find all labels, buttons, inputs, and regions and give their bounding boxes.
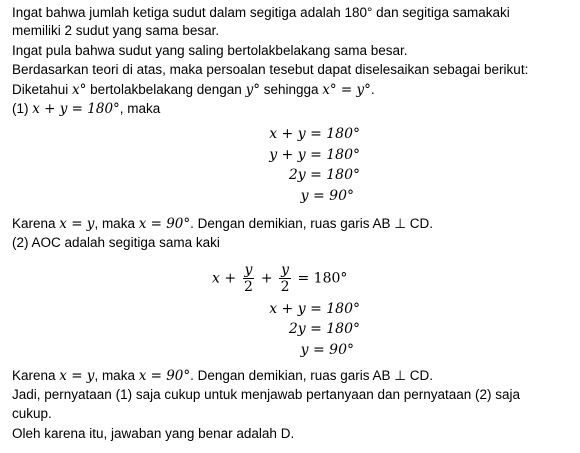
text: . Dengan demikian, ruas garis AB ⊥ CD. bbox=[190, 216, 434, 231]
text: , maka bbox=[94, 368, 139, 383]
text: , maka bbox=[94, 216, 139, 231]
text: sehingga bbox=[259, 82, 323, 97]
intro-line-6 bbox=[12, 100, 160, 118]
intro-line-2: memiliki 2 sudut yang sama besar. bbox=[12, 23, 220, 38]
text: bertolakbelakang dengan bbox=[86, 82, 246, 97]
eq1-row-1: x + y = 180° bbox=[269, 126, 360, 142]
conclusion-1 bbox=[12, 215, 433, 233]
eq2-row-4: y = 90° bbox=[300, 342, 354, 358]
fraction-y-over-2: $\frac{y}{2}$ bbox=[244, 262, 253, 295]
math: x = y bbox=[59, 368, 95, 384]
eq1-row-3: 2y = 180° bbox=[288, 167, 360, 183]
text: (1) bbox=[12, 101, 33, 116]
final-line-2: cukup. bbox=[12, 406, 52, 421]
math-sum: x + y = 180° bbox=[32, 101, 120, 117]
intro-line-3: Ingat pula bahwa sudut yang saling bertolakbelakang sama besar. bbox=[12, 43, 408, 58]
eq1-row-2: y + y = 180° bbox=[269, 147, 360, 163]
fraction-y-over-2: $\frac{y}{2}$ bbox=[280, 262, 290, 295]
math: x = 90° bbox=[138, 368, 191, 384]
intro-line-1: Ingat bahwa jumlah ketiga sudut dalam segitiga adalah 180° dan segitiga samakaki bbox=[12, 5, 510, 20]
text: , maka bbox=[119, 101, 161, 116]
final-line-3: Oleh karena itu, jawaban yang benar adalah D. bbox=[12, 426, 295, 441]
eq2-row-3: 2y = 180° bbox=[288, 321, 360, 337]
text: Diketahui bbox=[12, 82, 73, 97]
final-line-1: Jadi, pernyataan (1) saja cukup untuk menjawab pertanyaan dan pernyataan (2) saja bbox=[12, 387, 521, 402]
part-2-label: (2) AOC adalah segitiga sama kaki bbox=[12, 235, 220, 250]
text: . Dengan demikian, ruas garis AB ⊥ CD. bbox=[190, 368, 434, 383]
math: x = y bbox=[59, 216, 95, 232]
math-x-equals-y: x° = y° bbox=[322, 82, 371, 98]
eq2-row-2: x + y = 180° bbox=[269, 301, 360, 317]
conclusion-2 bbox=[12, 367, 433, 385]
math-x-degree: x° bbox=[72, 82, 87, 98]
intro-line-4: Berdasarkan teori di atas, maka persoalan tesebut dapat diselesaikan sebagai berikut: bbox=[12, 62, 529, 77]
text: Karena bbox=[12, 368, 60, 383]
math: x = 90° bbox=[138, 216, 191, 232]
math-y-degree: y° bbox=[245, 82, 260, 98]
eq1-row-4: y = 90° bbox=[300, 188, 354, 204]
intro-line-5 bbox=[12, 81, 375, 99]
eq2-row-1: x + $\frac{y}{2}$ + $\frac{y}{2}$ = 180° bbox=[212, 262, 348, 295]
text: . bbox=[370, 82, 375, 97]
text: Karena bbox=[12, 216, 60, 231]
